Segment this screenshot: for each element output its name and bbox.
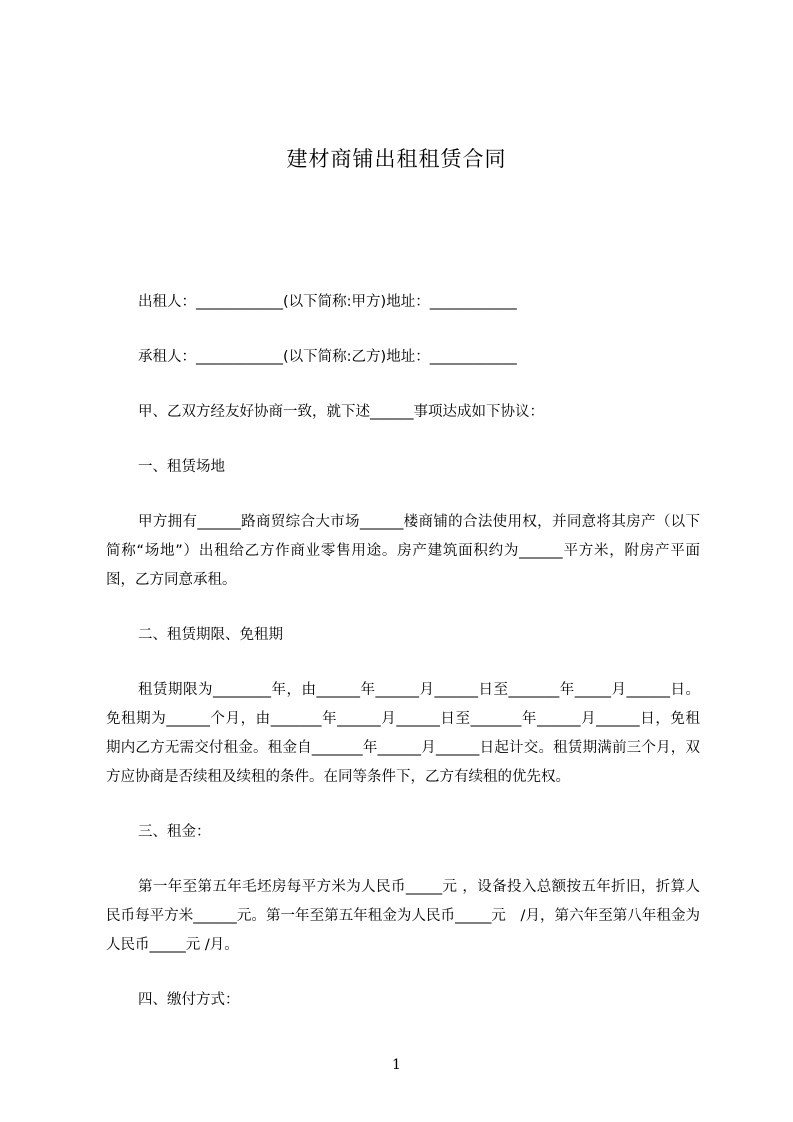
- section-heading-rent: 三、租金：: [138, 824, 211, 840]
- rent-paragraph: 第一年至第五年毛坯房每平方米为人民币_____元 ，设备投入总额按五年折旧，折算人民币每平方米______元。第一年至第五年租金为人民币_____元 /月，第六年至第八年租金为人民币_____元 /月。: [106, 879, 700, 953]
- lease-premises-paragraph: 甲方拥有______路商贸综合大市场______楼商铺的合法使用权，并同意将其房产（以下简称“场地”）出租给乙方作商业零售用途。房产建筑面积约为______平方米，附房产平面图，乙方同意承租。: [106, 514, 700, 588]
- section-heading-payment: 四、缴付方式：: [138, 992, 240, 1008]
- lease-term-paragraph: 租赁期限为________年，由______年______月______日至_______年_____月______日。免租期为______个月，由_______年______月______日至_______年______月______日，免租期内乙方无需交付租金。租金自_______年______月______日起计交。租赁期满前三个月，双方应协商是否续租及续租的条件。在同等条件下，乙方有续租的优先权。: [106, 682, 700, 785]
- document-title: 建材商铺出租租赁合同: [286, 147, 507, 171]
- document-body: [106, 288, 700, 1041]
- section-heading-lease-term: 二、租赁期限、免租期: [138, 627, 283, 643]
- lessor-line: 出租人：____________(以下简称:甲方)地址：____________: [138, 294, 517, 310]
- agreement-intro: 甲、乙双方经友好协商一致，就下述______事项达成如下协议：: [138, 404, 544, 420]
- section-heading-lease-premises: 一、租赁场地: [138, 459, 225, 475]
- lessee-line: 承租人：____________(以下简称:乙方)地址：____________: [138, 349, 517, 365]
- page-number: 1: [392, 1057, 401, 1073]
